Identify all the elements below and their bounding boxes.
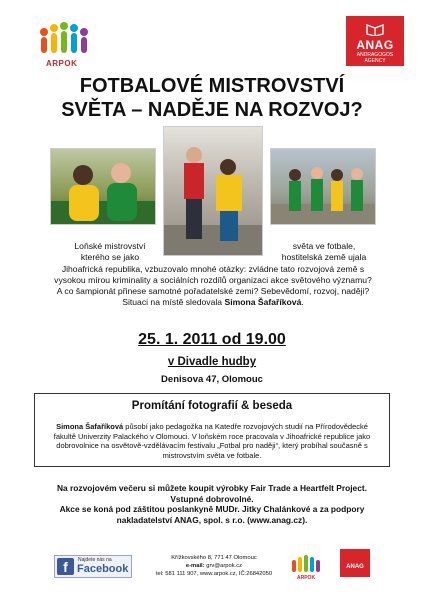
bottom-line-3: Akce se koná pod záštitou poslankyně MUDr. Jitky Chalánkové a za podpory nakladatelství ANAG, spol. s r.o. (www.anag.cz). bbox=[59, 504, 365, 525]
bottom-line-2: Vstupné dobrovolné. bbox=[170, 493, 254, 504]
intro-paragraph-text: Jihoafrická republika, vzbuzovalo mnohé otázky: zvládne tato rozvojová země s vysokou mírou kriminality a sociálních rozdílů organizaci akce světového významu? A co šampionát přinese samotné pořadatelské zemi? Sebevědomí, rozvoj, naději? Situaci na místě sledovala bbox=[54, 264, 372, 307]
intro-right-line-1: světa ve fotbale, bbox=[292, 241, 356, 251]
bottom-line-1: Na rozvojovém večeru si můžete koupit výrobky Fair Trade a Heartfelt Project. bbox=[57, 483, 367, 493]
photo-group-image bbox=[164, 127, 262, 255]
photo-volunteers-image bbox=[271, 149, 375, 224]
contact-email[interactable]: grv@arpok.cz bbox=[206, 563, 243, 570]
intro-right bbox=[268, 241, 380, 263]
title-line-1: FOTBALOVÉ MISTROVSTVÍ bbox=[79, 75, 345, 97]
intro-left bbox=[64, 241, 156, 263]
anag-small-name: ANAG bbox=[346, 564, 364, 570]
arpok-name: ARPOK bbox=[46, 59, 78, 68]
fair-trade-text: Fair Trade a Heartfelt Project bbox=[250, 483, 365, 493]
info-box-title: Promítání fotografií & beseda bbox=[131, 400, 293, 412]
arpok-small-name: ARPOK bbox=[297, 575, 316, 580]
facebook-icon: f bbox=[57, 558, 74, 575]
arpok-logo-small bbox=[290, 552, 324, 580]
anag-sub2: AGENCY bbox=[364, 58, 386, 64]
anag-logo bbox=[346, 16, 404, 66]
info-box bbox=[34, 393, 390, 467]
info-box-text bbox=[49, 422, 375, 460]
contact-tel: tel: 581 111 907, www.arpok.cz, IČ:26842050 bbox=[155, 571, 273, 578]
facebook-big-text: Facebook bbox=[77, 563, 129, 575]
info-box-name: Simona Šafaříková bbox=[56, 422, 124, 431]
intro-left-line-1: Loňské mistrovství bbox=[74, 241, 146, 251]
book-icon bbox=[366, 22, 384, 36]
intro-right-line-2: hostitelská země ujala bbox=[281, 252, 367, 262]
anag-name: ANAG bbox=[356, 38, 394, 52]
photo-group bbox=[163, 126, 263, 256]
anag-logo-small bbox=[340, 549, 370, 577]
arpok-logo bbox=[38, 22, 100, 68]
info-box-body: působí jako pedagožka na Katedře rozvojových studií na Přírodovědecké fakultě Univerzity Palackého v Olomouci. V loňském roce pracovala v Jihoafrické republice jako dobrovolnice na osvětově-vzdělávacím festivalu „Fotbal pro naději“, který probíhal současně s mistrovstvím světa ve fotbale. bbox=[53, 422, 371, 460]
contact-address: Křížkovského 8, 771 47 Olomouc bbox=[171, 555, 257, 561]
arpok-small-figures-icon bbox=[290, 552, 324, 580]
bottom-info bbox=[46, 483, 378, 525]
contact-info bbox=[144, 554, 284, 579]
event-date: 25. 1. 2011 od 19.00 bbox=[138, 331, 286, 348]
arpok-figures-icon bbox=[38, 22, 100, 58]
event-venue: v Divadle hudby bbox=[167, 356, 257, 368]
title-line-2: SVĚTA – NADĚJE NA ROZVOJ? bbox=[61, 99, 363, 121]
anag-sub1: ANDRAGOGOS bbox=[356, 52, 394, 58]
intro-left-line-2: kterého se jako bbox=[80, 252, 140, 262]
bottom-line-1-text: Na rozvojovém večeru si můžete koupit výrobky bbox=[57, 483, 249, 493]
photo-supporters-image bbox=[51, 149, 155, 224]
photo-volunteers bbox=[270, 148, 376, 225]
intro-paragraph: Jihoafrická republika, vzbuzovalo mnohé otázky: zvládne tato rozvojová země s vysokou mírou kriminality a sociálních rozdílů organizaci akce světového významu? A co šampionát přinese samotné pořadatelské zemi? Sebevědomí, rozvoj, naději? Situaci na místě sledovala Simona Šafaříková. bbox=[54, 264, 372, 307]
event-address: Denisova 47, Olomouc bbox=[161, 374, 263, 385]
intro-author-name: Simona Šafaříková bbox=[224, 297, 302, 307]
page-title bbox=[40, 74, 384, 122]
contact-email-label: e-mail: bbox=[185, 563, 205, 570]
facebook-small-text: Najdete nás na bbox=[78, 557, 112, 563]
facebook-badge[interactable] bbox=[54, 555, 132, 578]
contact-email-line bbox=[144, 562, 284, 570]
photo-supporters bbox=[50, 148, 156, 225]
